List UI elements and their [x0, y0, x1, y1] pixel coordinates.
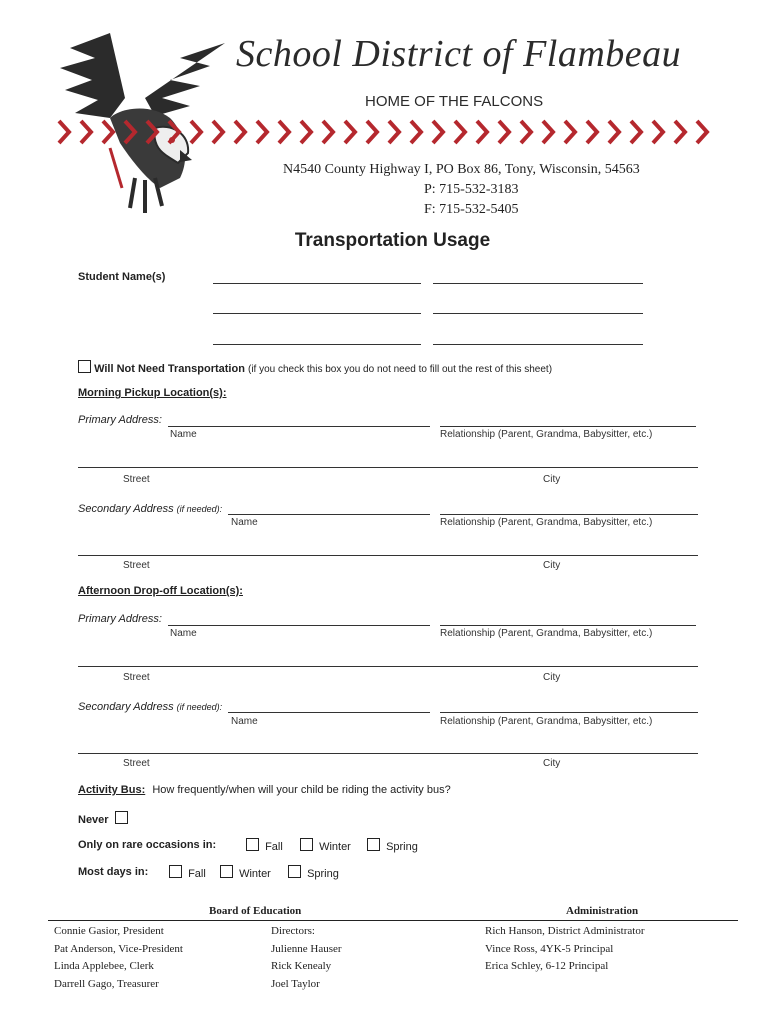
chevron-icon [565, 121, 575, 143]
afternoon-secondary-name-caption: Name [231, 716, 258, 727]
most-days-label: Most days in: [78, 866, 149, 878]
never-row [78, 811, 128, 826]
morning-primary-city-caption: City [543, 474, 561, 485]
afternoon-secondary-relationship-caption: Relationship (Parent, Grandma, Babysitter, etc.) [440, 716, 653, 727]
chevron-icon [191, 121, 201, 143]
afternoon-primary-street-caption: Street [123, 672, 150, 683]
morning-secondary-name-caption: Name [231, 517, 258, 528]
chevron-icon [697, 121, 707, 143]
board-heading: Board of Education [209, 905, 302, 917]
admin-members-list [485, 923, 644, 976]
most-winter-option[interactable] [220, 865, 271, 880]
chevron-icon [213, 121, 223, 143]
rare-fall-checkbox[interactable] [246, 838, 259, 851]
morning-primary-street-field[interactable] [78, 467, 698, 468]
student-name-field-4[interactable] [433, 313, 643, 314]
director: Julienne Hauser [271, 942, 342, 955]
most-fall-label: Fall [188, 868, 206, 880]
student-name-field-6[interactable] [433, 344, 643, 345]
board-members-list [54, 923, 183, 993]
admin-member: Erica Schley, 6-12 Principal [485, 960, 609, 972]
afternoon-secondary-street-field[interactable] [78, 753, 698, 754]
chevron-icon [543, 121, 553, 143]
chevron-icon [609, 121, 619, 143]
afternoon-secondary-name-field[interactable] [228, 712, 430, 713]
no-transport-row [78, 360, 552, 375]
rare-winter-checkbox[interactable] [300, 838, 313, 851]
afternoon-secondary-street-caption: Street [123, 758, 150, 769]
chevron-icon [367, 121, 377, 143]
district-phone: P: 715-532-3183 [424, 182, 519, 197]
afternoon-primary-street-field[interactable] [78, 666, 698, 667]
chevron-icon [477, 121, 487, 143]
afternoon-primary-name-caption: Name [170, 628, 197, 639]
chevron-icon [499, 121, 509, 143]
directors-label: Directors: [271, 925, 315, 937]
rare-winter-option[interactable] [300, 838, 351, 853]
morning-secondary-label-row [78, 503, 222, 515]
afternoon-secondary-relationship-field[interactable] [440, 712, 698, 713]
directors-list [271, 923, 342, 993]
most-fall-checkbox[interactable] [169, 865, 182, 878]
chevron-icon [653, 121, 663, 143]
chevron-icon [125, 121, 135, 143]
morning-primary-relationship-field[interactable] [440, 426, 696, 427]
chevron-divider [55, 118, 715, 146]
rare-spring-option[interactable] [367, 838, 418, 853]
chevron-icon [631, 121, 641, 143]
morning-primary-relationship-caption: Relationship (Parent, Grandma, Babysitter, etc.) [440, 429, 653, 440]
district-name: School District of Flambeau [236, 33, 682, 75]
most-spring-option[interactable] [288, 865, 339, 880]
most-spring-checkbox[interactable] [288, 865, 301, 878]
morning-secondary-note: (if needed): [176, 504, 223, 514]
rare-winter-label: Winter [319, 841, 351, 853]
district-address: N4540 County Highway I, PO Box 86, Tony, Wisconsin, 54563 [283, 162, 640, 177]
chevron-icon [323, 121, 333, 143]
afternoon-primary-relationship-field[interactable] [440, 625, 696, 626]
chevron-icon [433, 121, 443, 143]
board-member: Connie Gasior, President [54, 925, 164, 937]
chevron-icon [345, 121, 355, 143]
never-checkbox[interactable] [115, 811, 128, 824]
chevron-icon [521, 121, 531, 143]
rare-fall-label: Fall [265, 841, 283, 853]
student-name-field-2[interactable] [433, 283, 643, 284]
afternoon-secondary-label-row [78, 701, 222, 713]
morning-primary-street-caption: Street [123, 474, 150, 485]
afternoon-primary-relationship-caption: Relationship (Parent, Grandma, Babysitter, etc.) [440, 628, 653, 639]
morning-primary-name-field[interactable] [168, 426, 430, 427]
student-name-field-5[interactable] [213, 344, 421, 345]
rare-spring-checkbox[interactable] [367, 838, 380, 851]
morning-secondary-street-caption: Street [123, 560, 150, 571]
no-transport-label: Will Not Need Transportation [94, 363, 245, 375]
afternoon-primary-name-field[interactable] [168, 625, 430, 626]
chevron-icon [235, 121, 245, 143]
afternoon-secondary-note: (if needed): [176, 702, 223, 712]
board-member: Pat Anderson, Vice-President [54, 942, 183, 955]
morning-secondary-name-field[interactable] [228, 514, 430, 515]
chevron-icon [455, 121, 465, 143]
afternoon-primary-label: Primary Address: [78, 613, 162, 625]
morning-secondary-relationship-caption: Relationship (Parent, Grandma, Babysitter, etc.) [440, 517, 653, 528]
afternoon-secondary-label: Secondary Address [78, 701, 174, 713]
chevron-icon [675, 121, 685, 143]
chevron-icon [257, 121, 267, 143]
morning-primary-name-caption: Name [170, 429, 197, 440]
director: Rick Kenealy [271, 960, 332, 972]
chevron-icon [169, 121, 179, 143]
morning-secondary-street-field[interactable] [78, 555, 698, 556]
district-tagline: HOME OF THE FALCONS [365, 93, 544, 110]
most-winter-label: Winter [239, 868, 271, 880]
board-member: Linda Applebee, Clerk [54, 960, 154, 972]
chevron-icon [587, 121, 597, 143]
chevron-icon [389, 121, 399, 143]
morning-secondary-relationship-field[interactable] [440, 514, 698, 515]
activity-bus-label: Activity Bus: [78, 784, 146, 796]
no-transport-checkbox[interactable] [78, 360, 91, 373]
chevron-icon [147, 121, 157, 143]
morning-primary-label: Primary Address: [78, 414, 162, 426]
most-winter-checkbox[interactable] [220, 865, 233, 878]
board-member: Darrell Gago, Treasurer [54, 977, 159, 990]
footer-divider [48, 920, 738, 921]
chevron-icon [301, 121, 311, 143]
chevron-icon [103, 121, 113, 143]
rare-occasions-label: Only on rare occasions in: [78, 839, 217, 851]
chevron-icon [59, 121, 69, 143]
admin-heading: Administration [566, 905, 639, 917]
afternoon-secondary-city-caption: City [543, 758, 561, 769]
morning-heading: Morning Pickup Location(s): [78, 387, 227, 399]
student-name-field-3[interactable] [213, 313, 421, 314]
morning-secondary-city-caption: City [543, 560, 561, 571]
admin-member: Rich Hanson, District Administrator [485, 925, 645, 937]
most-fall-option[interactable] [169, 865, 206, 880]
district-fax: F: 715-532-5405 [424, 202, 519, 217]
chevron-icon [411, 121, 421, 143]
chevron-icon [81, 121, 91, 143]
morning-secondary-label: Secondary Address [78, 503, 174, 515]
student-names-label: Student Name(s) [78, 271, 166, 283]
afternoon-primary-city-caption: City [543, 672, 561, 683]
afternoon-heading: Afternoon Drop-off Location(s): [78, 585, 243, 597]
activity-bus-question: How frequently/when will your child be riding the activity bus? [152, 784, 451, 796]
admin-member: Vince Ross, 4YK-5 Principal [485, 942, 614, 955]
activity-bus-row [78, 784, 451, 796]
director: Joel Taylor [271, 977, 320, 990]
most-spring-label: Spring [307, 868, 339, 880]
chevron-icon [279, 121, 289, 143]
form-title: Transportation Usage [294, 230, 491, 251]
rare-spring-label: Spring [386, 841, 418, 853]
no-transport-note: (if you check this box you do not need to fill out the rest of this sheet) [247, 364, 553, 375]
never-label: Never [78, 814, 109, 826]
student-name-field-1[interactable] [213, 283, 421, 284]
rare-fall-option[interactable] [246, 838, 283, 853]
